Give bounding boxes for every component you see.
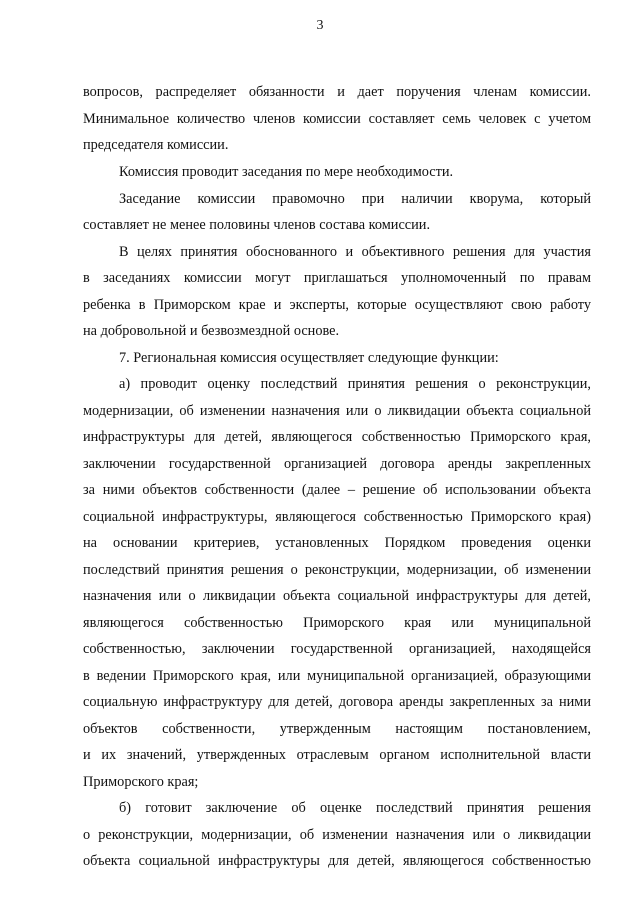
text-line: на добровольной и безвозмездной основе. bbox=[83, 323, 340, 339]
text-line: председателя комиссии. bbox=[83, 137, 229, 153]
text-line: инфраструктуры для детей, являющегося собственностью Приморского края, bbox=[83, 429, 591, 445]
text-line: за ними объектов собственности (далее – решение об использовании объекта bbox=[83, 482, 591, 498]
text-line: ребенка в Приморском крае и эксперты, которые осуществляют свою работу bbox=[83, 297, 591, 313]
text-line: Комиссия проводит заседания по мере необходимости. bbox=[119, 164, 454, 180]
text-line: В целях принятия обоснованного и объективного решения для участия bbox=[119, 244, 591, 260]
text-line: о реконструкции, модернизации, об изменении назначения или о ликвидации bbox=[83, 827, 591, 843]
text-line: Приморского края; bbox=[83, 774, 199, 790]
text-line: собственностью, заключении государственной организацией, находящейся bbox=[83, 641, 591, 657]
text-line: назначения или о ликвидации объекта социальной инфраструктуры для детей, bbox=[83, 588, 591, 604]
text-line: модернизации, об изменении назначения или о ликвидации объекта социальной bbox=[83, 403, 591, 419]
text-line: объекта социальной инфраструктуры для детей, являющегося собственностью bbox=[83, 853, 591, 869]
text-line: в заседаниях комиссии могут приглашаться уполномоченный по правам bbox=[83, 270, 591, 286]
text-line: а) проводит оценку последствий принятия решения о реконструкции, bbox=[119, 376, 591, 392]
text-line: являющегося собственностью Приморского края или муниципальной bbox=[83, 615, 591, 631]
text-line: и их значений, утвержденных отраслевым органом исполнительной власти bbox=[83, 747, 591, 763]
text-line: социальной инфраструктуры, являющегося собственностью Приморского края) bbox=[83, 509, 591, 525]
text-line: Заседание комиссии правомочно при наличии кворума, который bbox=[119, 191, 591, 207]
page-number: 3 bbox=[316, 18, 324, 33]
text-line: объектов собственности, утвержденным настоящим постановлением, bbox=[83, 721, 591, 737]
text-line: Минимальное количество членов комиссии составляет семь человек с учетом bbox=[83, 111, 591, 127]
text-line: последствий принятия решения о реконструкции, модернизации, об изменении bbox=[83, 562, 591, 578]
text-line: заключении государственной организацией договора аренды закрепленных bbox=[83, 456, 591, 472]
text-line: на основании критериев, установленных Порядком проведения оценки bbox=[83, 535, 591, 551]
text-line: б) готовит заключение об оценке последствий принятия решения bbox=[119, 800, 591, 816]
text-line: социальную инфраструктуру для детей, договора аренды закрепленных за ними bbox=[83, 694, 591, 710]
text-line: 7. Региональная комиссия осуществляет следующие функции: bbox=[119, 350, 499, 366]
text-line: вопросов, распределяет обязанности и дает поручения членам комиссии. bbox=[83, 84, 591, 100]
text-line: составляет не менее половины членов состава комиссии. bbox=[83, 217, 431, 233]
text-line: в ведении Приморского края, или муниципальной организацией, образующими bbox=[83, 668, 591, 684]
